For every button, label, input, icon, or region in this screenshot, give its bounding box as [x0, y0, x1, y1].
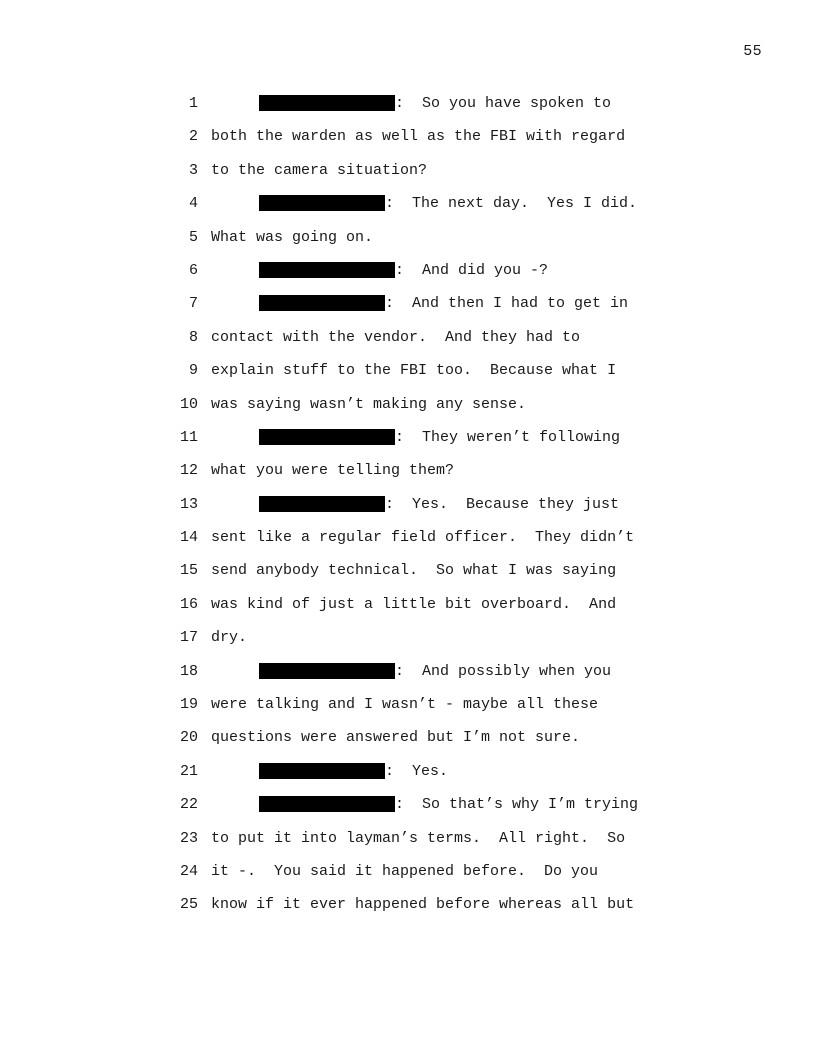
line-text: : And then I had to get in — [385, 295, 629, 313]
transcript-line — [0, 254, 816, 287]
line-number: 5 — [188, 228, 198, 246]
transcript-line — [0, 488, 816, 521]
line-number: 21 — [179, 762, 198, 780]
line-text: dry. — [211, 629, 248, 647]
line-number: 12 — [179, 462, 198, 480]
line-text: was kind of just a little bit overboard. And — [211, 595, 617, 613]
line-number: 9 — [188, 362, 198, 380]
speaker-name-redaction — [259, 295, 385, 311]
line-text: explain stuff to the FBI too. Because what I — [211, 362, 617, 380]
line-text: questions were answered but I’m not sure. — [211, 729, 581, 747]
speaker-name-redaction — [259, 496, 385, 512]
transcript-line — [0, 655, 816, 688]
line-text: it -. You said it happened before. Do you — [211, 862, 599, 880]
page-number: 55 — [743, 43, 762, 60]
line-number: 19 — [179, 696, 198, 714]
transcript-line — [0, 321, 816, 354]
transcript-line — [0, 120, 816, 153]
transcript-line — [0, 822, 816, 855]
line-number: 23 — [179, 829, 198, 847]
transcript-line — [0, 788, 816, 821]
speaker-name-redaction — [259, 763, 385, 779]
speaker-name-redaction — [259, 663, 395, 679]
transcript-line — [0, 554, 816, 587]
speaker-name-redaction — [259, 796, 395, 812]
line-number: 6 — [188, 261, 198, 279]
line-number: 11 — [179, 428, 198, 446]
line-number: 1 — [188, 95, 198, 112]
line-text: : So that’s why I’m trying — [395, 796, 639, 814]
transcript-line — [0, 421, 816, 454]
transcript-line — [0, 888, 816, 921]
line-number: 17 — [179, 629, 198, 647]
transcript-line — [0, 521, 816, 554]
transcript-line — [0, 354, 816, 387]
line-text: what you were telling them? — [211, 462, 455, 480]
line-text: : So you have spoken to — [395, 95, 612, 112]
transcript-line — [0, 588, 816, 621]
line-number: 3 — [188, 161, 198, 179]
line-number: 4 — [188, 195, 198, 213]
speaker-name-redaction — [259, 95, 395, 111]
line-text: send anybody technical. So what I was saying — [211, 562, 617, 580]
line-number: 13 — [179, 495, 198, 513]
transcript-line — [0, 221, 816, 254]
line-text: : And did you -? — [395, 261, 549, 279]
speaker-name-redaction — [259, 262, 395, 278]
line-text: both the warden as well as the FBI with regard — [211, 128, 626, 146]
line-text: : And possibly when you — [395, 662, 612, 680]
transcript-line — [0, 755, 816, 788]
line-number: 14 — [179, 529, 198, 547]
speaker-name-redaction — [259, 429, 395, 445]
transcript-line — [0, 388, 816, 421]
line-number: 22 — [179, 796, 198, 814]
line-number: 20 — [179, 729, 198, 747]
transcript-line — [0, 721, 816, 754]
speaker-name-redaction — [259, 195, 385, 211]
line-number: 24 — [179, 862, 198, 880]
transcript-line — [0, 688, 816, 721]
line-text: were talking and I wasn’t - maybe all these — [211, 696, 599, 714]
line-text: : Yes. Because they just — [385, 495, 620, 513]
transcript-line — [0, 287, 816, 320]
transcript-line — [0, 454, 816, 487]
line-number: 8 — [188, 328, 198, 346]
transcript-line — [0, 855, 816, 888]
line-number: 7 — [188, 295, 198, 313]
line-number: 15 — [179, 562, 198, 580]
line-text: to put it into layman’s terms. All right. So — [211, 829, 626, 847]
line-text: sent like a regular field officer. They didn’t — [211, 529, 635, 547]
transcript-line — [0, 621, 816, 654]
transcript-body — [0, 87, 816, 922]
line-text: What was going on. — [211, 228, 374, 246]
line-text: : The next day. Yes I did. — [385, 195, 638, 213]
line-text: : Yes. — [385, 762, 449, 780]
transcript-line — [0, 187, 816, 220]
line-text: : They weren’t following — [395, 428, 621, 446]
line-number: 18 — [179, 662, 198, 680]
line-number: 10 — [179, 395, 198, 413]
transcript-line — [0, 87, 816, 120]
line-number: 16 — [179, 595, 198, 613]
line-text: to the camera situation? — [211, 161, 428, 179]
transcript-line — [0, 154, 816, 187]
line-text: was saying wasn’t making any sense. — [211, 395, 527, 413]
line-text: contact with the vendor. And they had to — [211, 328, 581, 346]
line-number: 2 — [188, 128, 198, 146]
line-text: know if it ever happened before whereas all but — [211, 896, 635, 914]
line-number: 25 — [179, 896, 198, 914]
